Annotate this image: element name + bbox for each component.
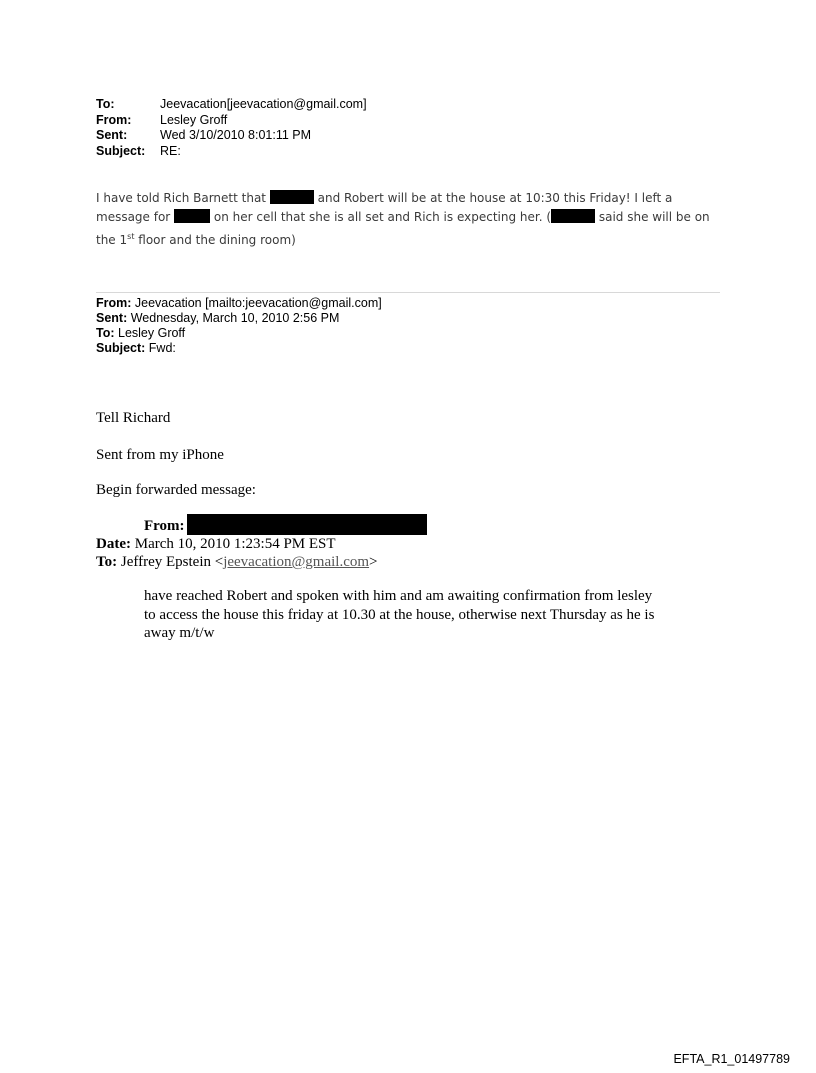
inner-to-post: > — [369, 554, 378, 570]
email-link[interactable]: jeevacation@gmail.com — [223, 554, 370, 570]
fwd-subject-label: Subject: — [96, 341, 146, 355]
inner-to-pre: Jeffrey Epstein < — [117, 554, 224, 570]
reply-superscript: st — [127, 232, 135, 241]
fwd-from-value: Jeevacation [mailto:jeevacation@gmail.com] — [131, 296, 382, 310]
inner-header — [96, 535, 378, 571]
fwd-subject-value: Fwd: — [145, 341, 176, 355]
fwd-to-value: Lesley Groff — [114, 326, 186, 340]
from-value: Lesley Groff — [160, 112, 228, 127]
email-header — [96, 97, 367, 159]
inner-date-label: Date: — [96, 536, 131, 552]
document-id: EFTA_R1_01497789 — [673, 1052, 790, 1066]
reply-text-1: I have told Rich Barnett that — [96, 191, 270, 205]
from-label: From: — [96, 112, 132, 127]
fwd-from-label: From: — [96, 296, 132, 310]
redaction-box — [187, 514, 427, 535]
body-line: Tell Richard — [96, 410, 171, 426]
reply-text-4: said she will be on the 1 — [96, 210, 710, 247]
inner-from — [144, 514, 427, 535]
to-label: To: — [96, 97, 115, 111]
reply-text-3: on her cell that she is all set and Rich is expecting her. ( — [210, 210, 552, 224]
reply-body — [96, 189, 728, 250]
forwarded-header — [96, 296, 382, 356]
inner-to-label: To: — [96, 554, 118, 570]
reply-text-2: and Robert will be at the house at 10:30 this Friday! I left a message for — [96, 191, 673, 224]
inner-message: have reached Robert and spoken with him and am awaiting confirmation from lesley to access the house this friday at 10.30 at the house, otherwise next Thursday as he is away m/t/w — [144, 588, 655, 641]
fwd-sent-value: Wednesday, March 10, 2010 2:56 PM — [127, 311, 340, 325]
body-line: Begin forwarded message: — [96, 482, 256, 498]
reply-text-5: floor and the dining room) — [134, 233, 296, 247]
fwd-to-label: To: — [96, 326, 115, 340]
sent-label: Sent: — [96, 128, 128, 142]
subject-value: RE: — [160, 143, 181, 158]
inner-from-label: From: — [144, 518, 185, 534]
divider — [96, 292, 720, 293]
sent-value: Wed 3/10/2010 8:01:11 PM — [160, 128, 312, 142]
body-line: Sent from my iPhone — [96, 447, 224, 463]
redaction-box — [551, 209, 595, 223]
redaction-box — [270, 190, 314, 204]
fwd-sent-label: Sent: — [96, 311, 128, 325]
inner-date-value: March 10, 2010 1:23:54 PM EST — [130, 536, 336, 552]
redaction-box — [174, 209, 210, 223]
subject-label: Subject: — [96, 143, 146, 158]
to-value: Jeevacation[jeevacation@gmail.com] — [160, 97, 367, 111]
